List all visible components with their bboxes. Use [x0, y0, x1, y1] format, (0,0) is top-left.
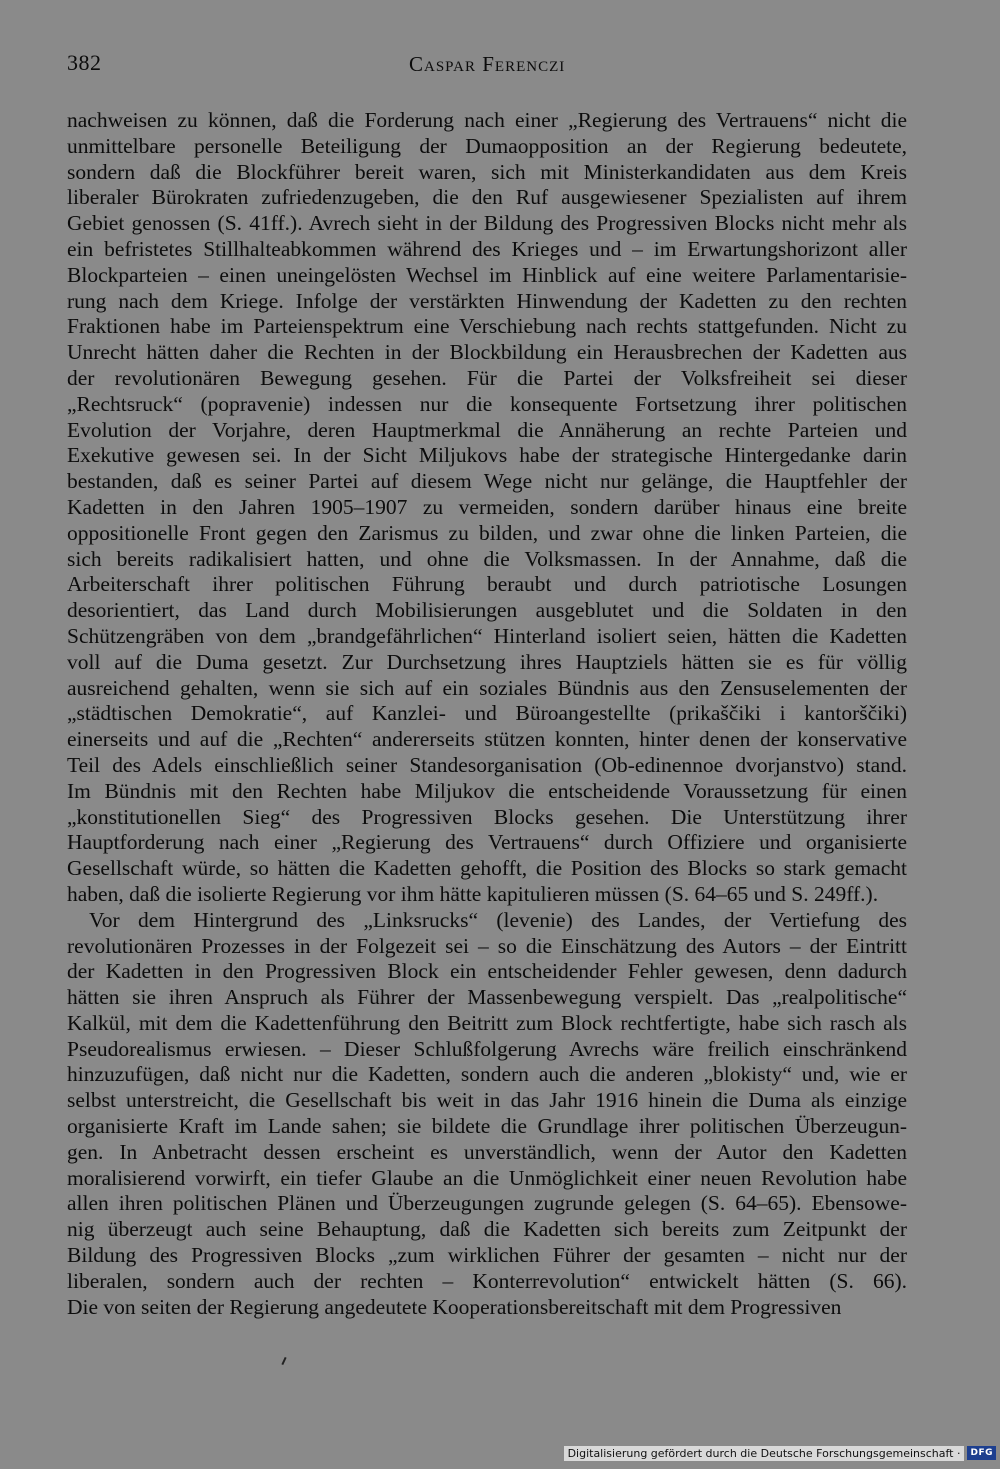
text-line: voll auf die Duma gesetzt. Zur Durchsetzung ihres Hauptziels hätten sie es für völlig — [67, 649, 907, 674]
text-line: unmittelbare personelle Beteiligung der Dumaopposition an der Regierung bedeutete, — [67, 133, 907, 158]
dfg-logo: DFG — [967, 1446, 996, 1460]
text-line: „städtischen Demokratie“, auf Kanzlei- und Büroangestellte (prikaščiki i kantorščiki) — [67, 701, 907, 726]
text-line: Arbeiterschaft ihrer politischen Führung beraubt und durch patriotische Losungen — [67, 572, 907, 597]
text-line: oppositionelle Front gegen den Zarismus zu bilden, und zwar ohne die linken Parteien, die — [67, 520, 907, 545]
text-line: „konstitutionellen Sieg“ des Progressiven Blocks gesehen. Die Unterstützung ihrer — [67, 804, 907, 829]
text-line: Bildung des Progressiven Blocks „zum wirklichen Führer der gesamten – nicht nur der — [67, 1243, 907, 1268]
text-line: liberalen, sondern auch der rechten – Konterrevolution“ entwickelt hätten (S. 66). — [67, 1268, 907, 1293]
text-line: der revolutionären Bewegung gesehen. Für die Partei der Volksfreiheit sei dieser — [67, 365, 907, 390]
text-line: revolutionären Prozesses in der Folgezeit sei – so die Einschätzung des Autors – der Eintritt — [67, 933, 907, 958]
footer-text: Digitalisierung gefördert durch die Deutsche Forschungsgemeinschaft · — [564, 1446, 965, 1461]
text-line: Schützengräben von dem „brandgefährlichen“ Hinterland isoliert seien, hätten die Kadetten — [67, 623, 907, 648]
text-line: haben, daß die isolierte Regierung vor ihm hätte kapitulieren müssen (S. 64–65 und S. 249ff.). — [67, 881, 879, 906]
text-line: bestanden, daß es seiner Partei auf diesem Wege nicht nur gelänge, die Hauptfehler der — [67, 469, 907, 494]
text-line: Exekutive gewesen sei. In der Sicht Miljukovs habe der strategische Hintergedanke darin — [67, 443, 907, 468]
text-line: Unrecht hätten daher die Rechten in der Blockbildung ein Herausbrechen der Kadetten aus — [67, 340, 907, 365]
body-text — [67, 108, 907, 1346]
text-line: Teil des Adels einschließlich seiner Standesorganisation (Ob-edinennoe dvorjanstvo) stand. — [67, 752, 907, 777]
text-line: Fraktionen habe im Parteienspektrum eine Verschiebung nach rechts stattgefunden. Nicht zu — [67, 314, 907, 339]
text-line: Pseudorealismus erwiesen. – Dieser Schlußfolgerung Avrechs wäre freilich einschränkend — [67, 1036, 907, 1061]
text-line: Hauptforderung nach einer „Regierung des Vertrauens“ durch Offiziere und organisierte — [67, 830, 907, 855]
text-line: moralisierend vorwirft, ein tiefer Glaube an die Unmöglichkeit einer neuen Revolution habe — [67, 1165, 907, 1190]
text-line: einerseits und auf die „Rechten“ andererseits stützen konnten, hinter denen der konservative — [67, 727, 907, 752]
text-line: ausreichend gehalten, wenn sie sich auf ein soziales Bündnis aus den Zensuselementen der — [67, 675, 907, 700]
text-line: sich bereits radikalisiert hatten, und ohne die Volksmassen. In der Annahme, daß die — [67, 546, 907, 571]
text-line: Blockparteien – einen uneingelösten Wechsel im Hinblick auf eine weitere Parlamentarisie- — [67, 262, 907, 287]
text-line: Gesellschaft würde, so hätten die Kadetten gehofft, die Position des Blocks so stark gemacht — [67, 856, 907, 881]
running-head: Caspar Ferenczi — [409, 52, 566, 76]
text-line: hinzuzufügen, daß nicht nur die Kadetten, sondern auch die anderen „blokisty“ und, wie er — [67, 1062, 907, 1087]
text-line: desorientiert, das Land durch Mobilisierungen ausgeblutet und die Soldaten in den — [67, 598, 907, 623]
text-line: nachweisen zu können, daß die Forderung nach einer „Regierung des Vertrauens“ nicht die — [67, 108, 907, 132]
text-line: der Kadetten in den Progressiven Block ein entscheidender Fehler gewesen, denn dadurch — [67, 959, 907, 984]
text-line: nig überzeugt auch seine Behauptung, daß die Kadetten sich bereits zum Zeitpunkt der — [67, 1217, 907, 1242]
stray-ink-mark — [281, 1357, 286, 1365]
text-line: Kalkül, mit dem die Kadettenführung den Beitritt zum Block rechtfertigte, habe sich rasch als — [67, 1010, 907, 1035]
text-line: Vor dem Hintergrund des „Linksrucks“ (levenie) des Landes, der Vertiefung des — [89, 907, 907, 932]
text-line: organisierte Kraft im Lande sahen; sie bildete die Grundlage ihrer politischen Überzeugun- — [67, 1114, 907, 1139]
text-line: „Rechtsruck“ (popravenie) indessen nur die konsequente Fortsetzung ihrer politischen — [67, 391, 907, 416]
text-line: Im Bündnis mit den Rechten habe Miljukov die entscheidende Voraussetzung für einen — [67, 778, 907, 803]
text-line: Evolution der Vorjahre, deren Hauptmerkmal die Annäherung an rechte Parteien und — [67, 417, 907, 442]
text-line: Die von seiten der Regierung angedeutete Kooperationsbereitschaft mit dem Progressiven — [67, 1294, 842, 1319]
page-number: 382 — [67, 50, 102, 75]
text-line: rung nach dem Kriege. Infolge der verstärkten Hinwendung der Kadetten zu den rechten — [67, 288, 907, 313]
text-line: selbst unterstreicht, die Gesellschaft bis weit in das Jahr 1916 hinein die Duma als einzige — [67, 1088, 907, 1113]
text-line: hätten sie ihren Anspruch als Führer der Massenbewegung verspielt. Das „realpolitische“ — [67, 985, 907, 1010]
text-line: Kadetten in den Jahren 1905–1907 zu vermeiden, sondern darüber hinaus eine breite — [67, 494, 907, 519]
text-line: sondern daß die Blockführer bereit waren, sich mit Ministerkandidaten aus dem Kreis — [67, 159, 907, 184]
text-line: ein befristetes Stillhalteabkommen während des Krieges und – im Erwartungshorizont aller — [67, 236, 907, 261]
text-line: allen ihren politischen Plänen und Überzeugungen zugrunde gelegen (S. 64–65). Ebensowe- — [67, 1191, 907, 1216]
text-line — [67, 1320, 907, 1346]
digitization-footer — [564, 1445, 996, 1461]
text-line: gen. In Anbetracht dessen erscheint es unverständlich, wenn der Autor den Kadetten — [67, 1139, 907, 1164]
text-line: liberaler Bürokraten zufriedenzugeben, die den Ruf ausgewiesener Spezialisten auf ihrem — [67, 185, 907, 210]
text-line: Gebiet genossen (S. 41ff.). Avrech sieht in der Bildung des Progressiven Blocks nicht mehr als — [67, 211, 907, 236]
